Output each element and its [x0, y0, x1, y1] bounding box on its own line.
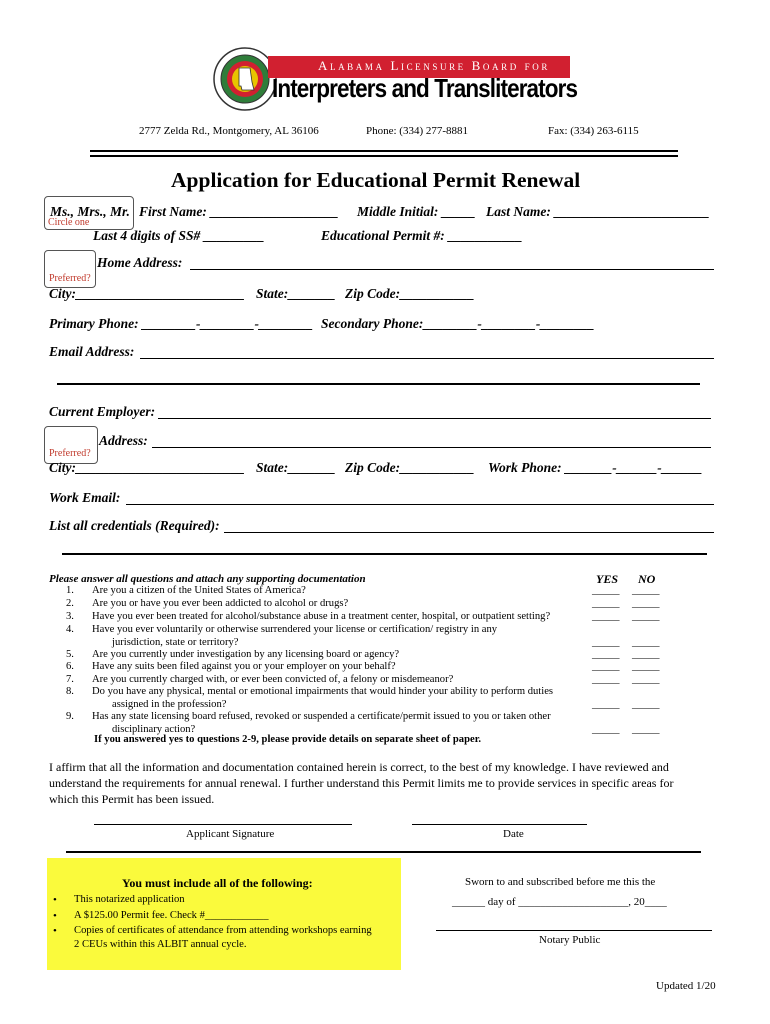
notary-public-label: Notary Public — [539, 934, 601, 946]
question-1 — [66, 585, 306, 596]
question-4-no-blank[interactable]: _____ — [632, 636, 660, 648]
question-number: 3. — [66, 611, 74, 622]
work-address-label: Address: — [99, 433, 148, 448]
question-4 — [66, 624, 497, 635]
question-9-yes-blank[interactable]: _____ — [592, 723, 620, 735]
home-zip-field[interactable]: Zip Code:___________ — [345, 286, 475, 301]
question-text: Have any suits been filed against you or your employer on your behalf? — [92, 661, 396, 672]
question-7-yes-blank[interactable]: _____ — [592, 673, 620, 685]
work-phone-field[interactable]: Work Phone: _______-______-______ — [488, 460, 703, 475]
requirements-box — [47, 858, 401, 970]
question-text: Do you have any physical, mental or emotional impairments that would hinder your ability to perform duties — [92, 686, 554, 697]
middle-initial-field[interactable]: Middle Initial: _____ — [357, 204, 476, 219]
question-text: jurisdiction, state or territory? — [112, 637, 239, 648]
email-line[interactable] — [140, 358, 714, 359]
bullet-icon: • — [53, 925, 57, 937]
question-3 — [66, 611, 550, 622]
question-number: 1. — [66, 585, 74, 596]
question-number: 2. — [66, 598, 74, 609]
question-number: 9. — [66, 711, 74, 722]
question-text: assigned in the profession? — [112, 699, 227, 710]
header-divider — [90, 150, 678, 152]
question-8-cont — [112, 699, 226, 710]
salutation-field[interactable]: Ms., Mrs., Mr. — [50, 204, 130, 219]
notary-signature-line[interactable] — [436, 930, 712, 931]
primary-phone-field[interactable]: Primary Phone: ________-________-________ — [49, 316, 313, 331]
applicant-signature-label: Applicant Signature — [186, 828, 275, 840]
question-text: Are you or have you ever been addicted to alcohol or drugs? — [92, 598, 349, 609]
question-5 — [66, 649, 399, 660]
questions-heading: Please answer all questions and attach any supporting documentation — [49, 573, 366, 585]
question-number: 6. — [66, 661, 74, 672]
question-5-yes-blank[interactable]: _____ — [592, 648, 620, 660]
question-text: Have you ever voluntarily or otherwise surrendered your license or certification/ registry in any — [92, 624, 498, 635]
question-3-no-blank[interactable]: _____ — [632, 610, 660, 622]
question-1-yes-blank[interactable]: _____ — [592, 584, 620, 596]
work-email-label: Work Email: — [49, 490, 121, 505]
question-text: Are you a citizen of the United States of America? — [92, 585, 306, 596]
board-address: 2777 Zelda Rd., Montgomery, AL 36106 — [139, 125, 319, 137]
question-6 — [66, 661, 396, 672]
question-7 — [66, 674, 453, 685]
question-text: Have you ever been treated for alcohol/substance abuse in a treatment center, hospital, or outpatient setting? — [92, 611, 551, 622]
notary-sworn-text: Sworn to and subscribed before me this the — [465, 876, 656, 888]
question-text: disciplinary action? — [112, 724, 196, 735]
question-1-no-blank[interactable]: _____ — [632, 584, 660, 596]
question-3-yes-blank[interactable]: _____ — [592, 610, 620, 622]
section-divider-2 — [62, 553, 707, 555]
requirement-item: A $125.00 Permit fee. Check #____________ — [74, 910, 269, 921]
permit-number-field[interactable]: Educational Permit #: ___________ — [321, 228, 523, 243]
question-2-yes-blank[interactable]: _____ — [592, 597, 620, 609]
board-name-main: Interpreters and Transliterators — [272, 74, 578, 103]
questions-note: If you answered yes to questions 2-9, please provide details on separate sheet of paper. — [94, 734, 482, 745]
question-2 — [66, 598, 348, 609]
work-state-field[interactable]: State:_______ — [256, 460, 336, 475]
affirmation-line: understand the requirements for annual renewal. I further understand this Permit limits me to provide services in specific areas for — [49, 776, 674, 790]
ssn-field[interactable]: Last 4 digits of SS# _________ — [93, 228, 265, 243]
requirement-item: This notarized application — [74, 894, 185, 905]
question-number: 5. — [66, 649, 74, 660]
home-state-field[interactable]: State:_______ — [256, 286, 336, 301]
requirement-item: 2 CEUs within this ALBIT annual cycle. — [74, 939, 247, 950]
applicant-signature-line[interactable] — [94, 824, 352, 825]
bullet-icon: • — [53, 894, 57, 906]
board-fax: Fax: (334) 263-6115 — [548, 125, 639, 137]
question-6-no-blank[interactable]: _____ — [632, 660, 660, 672]
employer-line[interactable] — [158, 418, 711, 419]
home-city-field[interactable]: City:_________________________ — [49, 286, 245, 301]
yes-column-header: YES — [596, 572, 619, 586]
email-label: Email Address: — [49, 344, 135, 359]
question-text: Are you currently under investigation by any licensing board or agency? — [92, 649, 400, 660]
home-address-line[interactable] — [190, 269, 714, 270]
work-zip-field[interactable]: Zip Code:___________ — [345, 460, 475, 475]
section-divider-3 — [66, 851, 701, 853]
home-address-label: Home Address: — [97, 255, 183, 270]
date-line[interactable] — [412, 824, 587, 825]
question-4-cont — [112, 637, 239, 648]
question-text: Are you currently charged with, or ever been convicted of, a felony or misdemeanor? — [92, 674, 454, 685]
updated-date: Updated 1/20 — [656, 980, 716, 992]
employer-label: Current Employer: — [49, 404, 156, 419]
work-preferred-hint: Preferred? — [49, 448, 91, 459]
question-9 — [66, 711, 551, 722]
section-divider — [57, 383, 700, 385]
question-9-no-blank[interactable]: _____ — [632, 723, 660, 735]
board-phone: Phone: (334) 277-8881 — [366, 125, 469, 137]
bullet-icon: • — [53, 910, 57, 922]
board-name-top: Alabama Licensure Board for — [318, 58, 550, 73]
question-number: 4. — [66, 624, 74, 635]
question-8 — [66, 686, 553, 697]
circle-one-hint: Circle one — [48, 217, 90, 228]
last-name-field[interactable]: Last Name: _______________________ — [486, 204, 710, 219]
home-preferred-hint: Preferred? — [49, 273, 91, 284]
affirmation-line: which this Permit has been issued. — [49, 792, 215, 806]
question-text: Has any state licensing board refused, revoked or suspended a certificate/permit issued to you or taken other — [92, 711, 551, 722]
question-8-yes-blank[interactable]: _____ — [592, 698, 620, 710]
page-title: Application for Educational Permit Renewal — [171, 168, 581, 192]
question-2-no-blank[interactable]: _____ — [632, 597, 660, 609]
affirmation-line: I affirm that all the information and documentation contained herein is correct, to the best of my knowledge. I have reviewed and — [49, 760, 669, 774]
requirements-title: You must include all of the following: — [122, 876, 313, 890]
notary-date-field[interactable]: ______ day of ____________________, 20____ — [452, 896, 667, 908]
question-7-no-blank[interactable]: _____ — [632, 673, 660, 685]
first-name-field[interactable]: First Name: ___________________ — [139, 204, 339, 219]
work-email-line[interactable] — [126, 504, 714, 505]
question-number: 8. — [66, 686, 74, 697]
question-6-yes-blank[interactable]: _____ — [592, 660, 620, 672]
credentials-label: List all credentials (Required): — [49, 518, 220, 533]
work-address-line[interactable] — [152, 447, 711, 448]
requirement-item: Copies of certificates of attendance from attending workshops earning — [74, 925, 372, 936]
question-4-yes-blank[interactable]: _____ — [592, 636, 620, 648]
work-city-field[interactable]: City:_________________________ — [49, 460, 245, 475]
question-number: 7. — [66, 674, 74, 685]
header-divider-2 — [90, 155, 678, 157]
secondary-phone-field[interactable]: Secondary Phone:________-________-________ — [321, 316, 595, 331]
question-5-no-blank[interactable]: _____ — [632, 648, 660, 660]
date-label: Date — [503, 828, 524, 840]
no-column-header: NO — [638, 572, 656, 586]
question-8-no-blank[interactable]: _____ — [632, 698, 660, 710]
credentials-line[interactable] — [224, 532, 714, 533]
